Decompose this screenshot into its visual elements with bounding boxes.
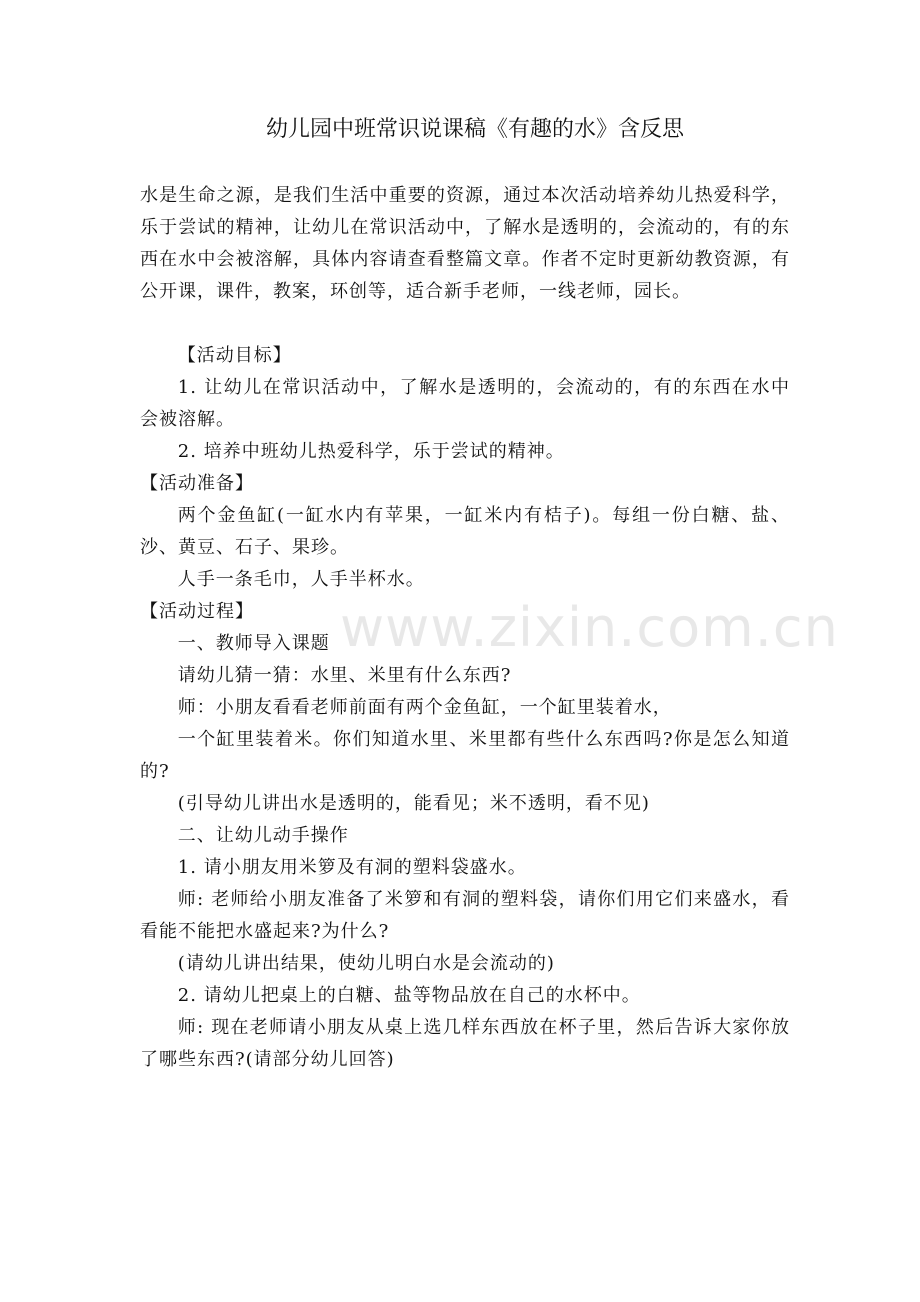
step-1-line: 师：小朋友看看老师前面有两个金鱼缸，一个缸里装着水， [177,697,672,718]
document-body [140,180,790,1076]
document-title: 幼儿园中班常识说课稿《有趣的水》含反思 [265,117,684,142]
process-heading: 【活动过程】 [140,601,254,622]
step-2-item: 2. 请幼儿把桌上的白糖、盐等物品放在自己的水杯中。 [177,985,641,1006]
step-1-heading: 一、教师导入课题 [177,633,330,654]
goal-item-1: 1. 让幼儿在常识活动中，了解水是透明的，会流动的，有的东西在水中会被溶解。 [140,377,790,430]
watermark: www.zixin.com.cn [340,596,839,659]
intro-paragraph: 水是生命之源，是我们生活中重要的资源，通过本次活动培养幼儿热爱科学，乐于尝试的精神，让幼儿在常识活动中，了解水是透明的，会流动的，有的东西在水中会被溶解，具体内容请查看整篇文章。作者不定时更新幼教资源，有公开课，课件，教案，环创等，适合新手老师，一线老师，园长。 [140,185,790,302]
step-1-line: 请幼儿猜一猜：水里、米里有什么东西? [177,665,512,686]
step-1-line: 一个缸里装着米。你们知道水里、米里都有些什么东西吗?你是怎么知道的? [140,729,790,782]
step-2-teacher-line: 师: 老师给小朋友准备了米箩和有洞的塑料袋，请你们用它们来盛水，看看能不能把水盛起来?为什么? [140,889,790,942]
prep-item-1: 两个金鱼缸(一缸水内有苹果，一缸米内有桔子)。每组一份白糖、盐、沙、黄豆、石子、果珍。 [140,505,790,558]
step-1-note: (引导幼儿讲出水是透明的，能看见；米不透明，看不见) [177,793,650,814]
goal-item-2: 2. 培养中班幼儿热爱科学，乐于尝试的精神。 [177,441,565,462]
step-2-heading: 二、让幼儿动手操作 [177,825,349,846]
prep-heading: 【活动准备】 [140,473,254,494]
prep-item-2: 人手一条毛巾，人手半杯水。 [177,569,425,590]
step-2-teacher-line: 师: 现在老师请小朋友从桌上选几样东西放在杯子里，然后告诉大家你放了哪些东西?(请部分幼儿回答) [140,1017,790,1070]
goals-heading: 【活动目标】 [177,345,292,366]
step-2-item: 1. 请小朋友用米箩及有洞的塑料袋盛水。 [177,857,527,878]
step-2-note: (请幼儿讲出结果，使幼儿明白水是会流动的) [177,953,555,974]
